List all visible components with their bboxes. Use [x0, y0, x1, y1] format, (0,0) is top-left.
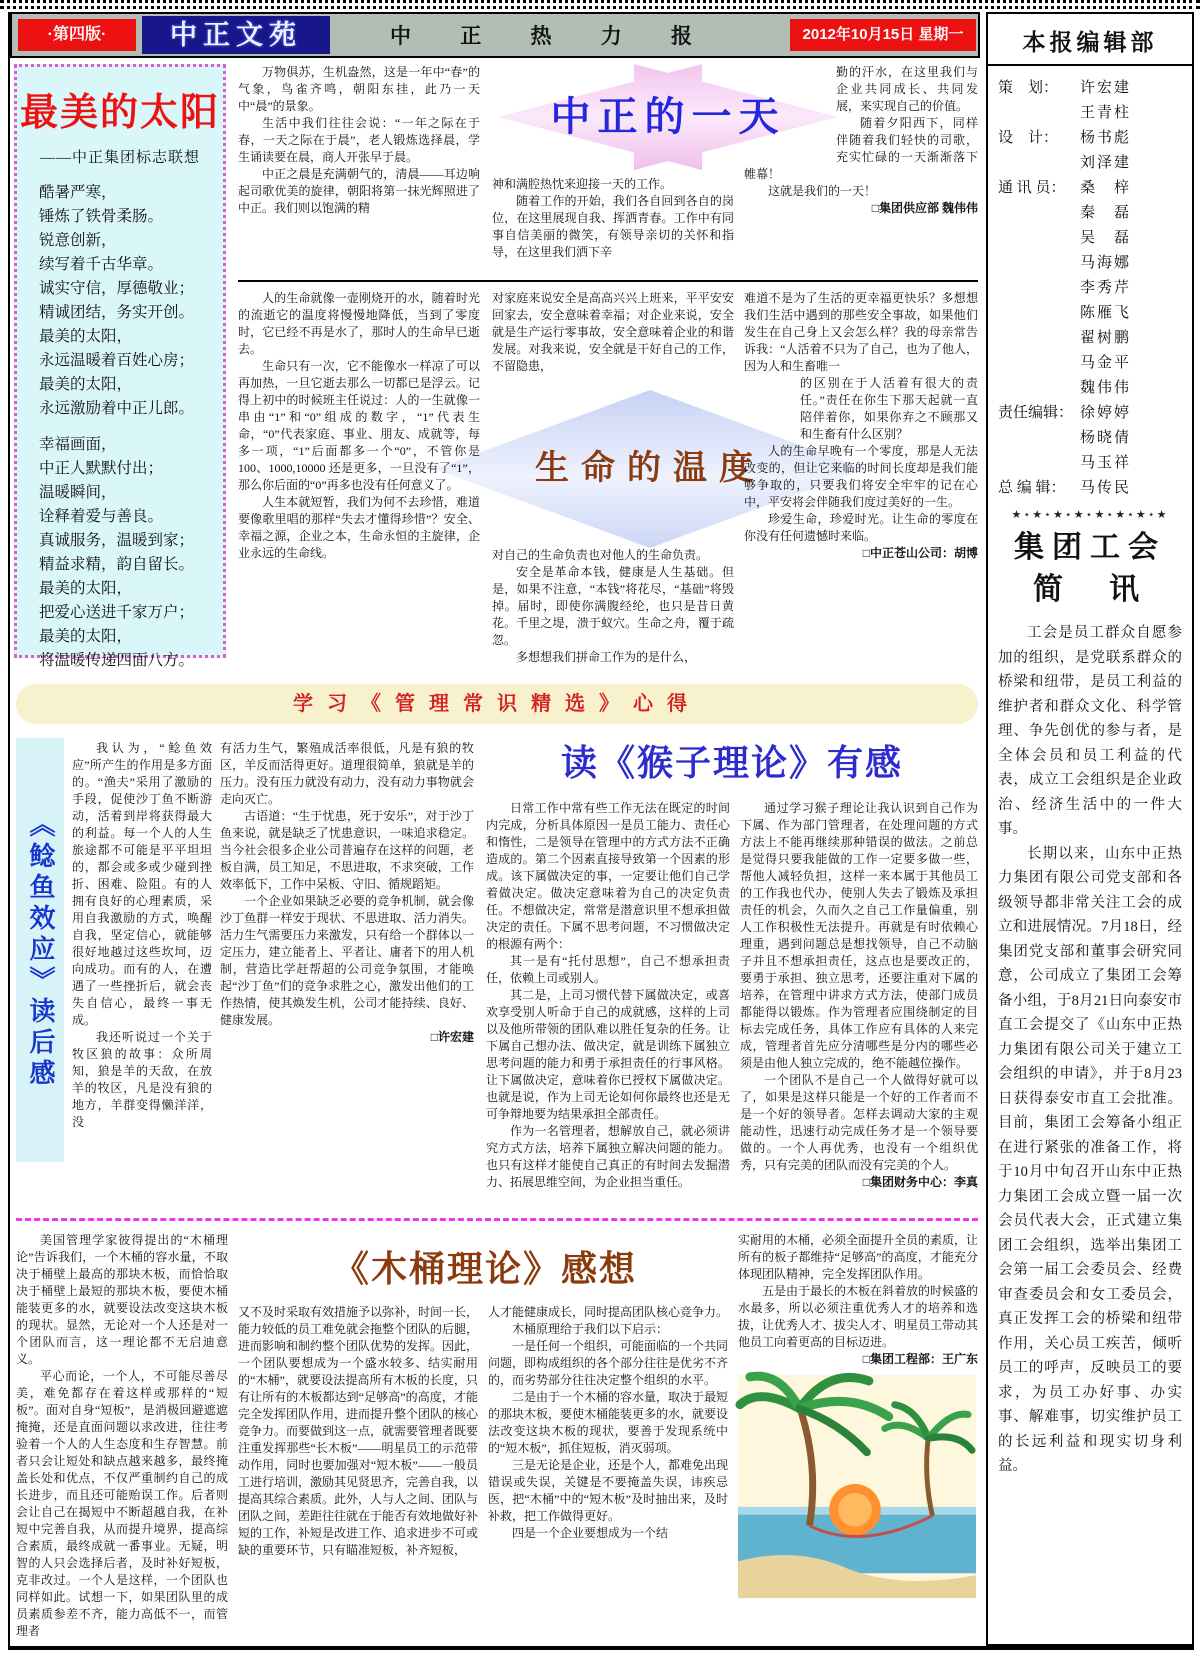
banner-wrap-spacer: [744, 64, 836, 166]
paragraph: 人才能健康成长，同时提高团队核心竞争力。: [488, 1305, 729, 1319]
paragraph: 木桶原理给于我们以下启示：: [512, 1322, 669, 1336]
monkey-article-col1: [486, 800, 730, 1212]
paragraph: 这就是我们的一天！: [768, 184, 877, 198]
paragraph: 人的生命就像一壶刚烧开的水，随着时光的流逝它的温度将慢慢地降低，当到了零度时，它已经不再是水了，那时人的生命早已逝去。: [238, 291, 480, 356]
paragraph: 安全是革命本钱，健康是人生基础。但是，如果不注意，“本钱”将花尽，“基础”将毁掉。届时，即使你满腹经纶，也只是昔日黄花。千里之堤，溃于蚁穴。生命之舟，覆于疏忽。: [492, 565, 734, 647]
staff-role: 责任编辑：: [998, 405, 1074, 421]
union-news-title-line2: 简 讯: [1033, 573, 1147, 606]
paragraph: 日常工作中常有些工作无法在既定的时间内完成，分析具体原因一是员工能力、责任心和惰性，二是领导在管理中的方式方法不正确造成的。第二个因素直接导致第一个因素的形成。该下属做决定的事，一定要让他们自己学着做决定。做决定意味着为自己的决定负责任。不想做决定，常常是潜意识里不想承担做决定的责任。下属不思考问题，不习惯做决定的根源有两个：: [486, 801, 730, 951]
poem-line: 最美的太阳，: [39, 376, 133, 393]
paragraph: 我还听说过一个关于牧区狼的故事：众所周知，狼是羊的天敌，在放羊的牧区，凡是没有狼的地方，羊群变得懒洋洋，没: [72, 1030, 212, 1129]
paragraph: 对家庭来说安全是高高兴兴上班来，平平安安回家去，安全意味着幸福；对企业来说，安全就是生产运行零事故，安全意味着企业的和谐发展。对我来说，安全就是干好自己的工作，不留隐患，: [492, 291, 734, 373]
poem-line: 永远激励着中正儿郎。: [39, 400, 195, 417]
staff-name: 杨晓倩: [1080, 430, 1132, 446]
staff-name: 吴 磊: [1080, 230, 1132, 246]
staff-role: [998, 101, 1080, 126]
paragraph: 一个团队不是自己一个人做得好就可以了，如果是这样只能是一个好的工作者而不是一个好的领导者。怎样去调动大家的主观能动性，迅速行动完成任务才是一个领导要做的。一个人再优秀，也没有一个组织优秀，只有完美的团队而没有完美的个人。: [740, 1073, 978, 1172]
staff-name: 秦 磊: [1080, 205, 1132, 221]
staff-name: 桑 梓: [1080, 180, 1132, 196]
paragraph: 对自己的生命负责也对他人的生命负责。: [492, 548, 709, 562]
poem-line: 诠释着爱与善良。: [39, 508, 164, 525]
catfish-article-byline: □许宏建: [430, 1030, 474, 1044]
bucket-article-col2: [238, 1232, 478, 1640]
staff-row: [998, 251, 1184, 276]
paragraph: 我认为，“鲶鱼效应”所产生的作用是多方面的。“渔夫”采用了激励的手段，促使沙丁鱼不断游动，活着到岸将获得最大的利益。每一个人的人生旅途都不可能是平平坦坦的，都会或多或少碰到挫折、困难、险阻。有的人拥有良好的心理素质，采用自我激励的方式，唤醒自我，坚定信心，就能够很好地越过这些坎坷，迈向成功。而有的人，在遭遇了一些挫折后，就会丧失自信心，最终一事无成。: [72, 741, 212, 1027]
staff-name: 杨书彪: [1080, 130, 1132, 146]
staff-row: [998, 301, 1184, 326]
paragraph: 随着夕阳西下，同样伴随着我们轻快的司歌，充实忙碌的一天渐渐落下帷幕！: [744, 116, 978, 181]
staff-role: [998, 351, 1080, 376]
paragraph: 的区别在于人活着有很大的责任。”责任在你生下那天起就一直陪伴着你，如果你弃之不顾那又和生畜有什么区别？: [800, 376, 978, 441]
poem-title: 最美的太阳: [19, 92, 220, 134]
staff-row: [998, 226, 1184, 251]
paragraph: 珍爱生命，珍爱时光。让生命的零度在你没有任何遗憾时来临。: [744, 512, 978, 543]
paragraph: 五是由于最长的木板在斜着放的时候盛的水最多，所以必须注重优秀人才的培养和选拔，让优秀人才、拔尖人才、明星员工带动其他员工向着更高的目标迈进。: [738, 1284, 979, 1349]
paragraph: 生命只有一次，它不能像水一样凉了可以再加热，一旦它逝去那么一切都已是浮云。记得上初中的时候班主任说过：人的一生就像一串由“1”和“0”组成的数字，“1”代表生命，“0”代表家庭、事业、朋友、成就等，每多一项，“1”后面都多一个“0”，不管你是 100、1000,10000 还是更多，一旦没有了“1”，那么你后面的“0”再多也没有任何意义了。: [238, 359, 480, 492]
staff-role: [998, 276, 1080, 301]
poem-line: 精诚团结，务实开创。: [39, 304, 195, 321]
paragraph: 作为一名管理者，想解放自己，就必须讲究方式方法，培养下属独立解决问题的能力。也只有这样才能使自己真正的有时间去发掘潜力、拓展思维空间，为企业担当重任。: [486, 1124, 730, 1189]
staff-row: [998, 351, 1184, 376]
poem-line: 最美的太阳，: [39, 580, 133, 597]
paragraph: 古语道：“生于忧患，死于安乐”，对于沙丁鱼来说，就是缺乏了忧患意识，一味追求稳定。当今社会很多企业公司普遍存在这样的问题，老板自满，员工知足，不思进取，不求突破，工作效率低下，工作中呆板、守旧、循规蹈矩。: [220, 809, 474, 891]
sidebar: [986, 12, 1194, 1646]
staff-role: [998, 326, 1080, 351]
poem-line: 温暖瞬间，: [39, 484, 117, 501]
poem-line: 锤炼了铁骨柔肠。: [39, 208, 164, 225]
staff-row: [998, 201, 1184, 226]
section-divider-rule: [238, 280, 978, 282]
paragraph: 美国管理学家彼得提出的“木桶理论”告诉我们，一个木桶的容水量，不取决于桶壁上最高的那块木板，而恰恰取决于桶壁上最短的那块木板，要使木桶能装更多的水，就要设法改变这块木板的现状。显然，无论对一个人还是对一个团队而言，这一理论都不无启迪意义。: [16, 1233, 228, 1366]
staff-row: [998, 326, 1184, 351]
staff-role: [998, 301, 1080, 326]
paragraph: 其一是有“托付思想”，自己不想承担责任，依赖上司或别人。: [486, 954, 730, 985]
paragraph: 又不及时采取有效措施予以弥补，时间一长，能力较低的员工难免就会拖整个团队的后腿，进而影响和制约整个团队优势的发挥。因此，一个团队要想成为一个盛水较多、结实耐用的“木桶”，就要设法提高所有木板的长度，只有让所有的木板都达到“足够高”的高度，才能完全发挥团队作用，进而提升整个团队的核心竞争力。而要做到这一点，就需要管理者既要注重发挥那些“长木板”——明星员工的示范带动作用，同时也要加强对“短木板”——一般员工进行培训，激励其见贤思齐，完善自我，以提高其综合素质。此外，人与人之间、团队与团队之间，差距往往就在于能否有效地做好补短的工作，补短是改进工作、追求进步不可或缺的重要环节，只有瞄准短板，补齐短板，: [238, 1305, 479, 1557]
temperature-article-title: 生命的温度: [535, 450, 765, 487]
paragraph: 通过学习猴子理论让我认识到自己作为下属、作为部门管理者，在处理问题的方式方法上不能再继续那种错误的做法。之前总是觉得只要我能做的工作一定要多做一些，帮他人减轻负担，这样一来本属于其他员工的工作我也代办，使别人失去了锻炼及承担责任的机会，久而久之自己工作量偏重，别人工作积极性无法提升。再就是有时依赖心理重，遇到问题总是想找领导，自己不动脑子并且不想承担责任，这点也是要改正的，要勇于承担、独立思考，还要注重对下属的培养，在管理中讲求方式方法，使部门成员都能得以锻炼。作为管理者应围绕制定的目标去完成任务，具体工作应有具体的人来完成，管理者首先应分清哪些是分内的哪些必须是由他人独立完成的，绝不能越位操作。: [740, 801, 978, 1070]
bucket-article-byline: □集团工程部：王广东: [862, 1352, 978, 1366]
beach-illustration: [738, 1374, 976, 1599]
staff-role: [998, 151, 1080, 176]
staff-row: [998, 101, 1184, 126]
staff-name: 徐婷婷: [1080, 405, 1132, 421]
catfish-article-title: 《鲶鱼效应》读后感: [16, 738, 64, 1162]
paragraph: 四是一个企业要想成为一个结: [512, 1526, 669, 1540]
page-top-rule: [0, 0, 1200, 9]
union-news-body: [988, 621, 1192, 1479]
poem-line: 把爱心送进千家万户；: [39, 604, 195, 621]
staff-name: 李秀芹: [1080, 280, 1132, 296]
staff-name: 马海娜: [1080, 255, 1132, 271]
union-news-title: [988, 527, 1192, 611]
page-bottom-rule: [8, 1646, 1194, 1650]
staff-role: [998, 426, 1080, 451]
staff-row: [998, 126, 1184, 151]
union-news-title-line1: 集团工会: [1014, 531, 1166, 564]
staff-name: 翟树鹏: [1080, 330, 1132, 346]
staff-row: [998, 451, 1184, 476]
page-header: [10, 12, 980, 58]
day-article-byline: □集团供应部 魏伟伟: [871, 201, 978, 215]
poem-line: 精益求精，韵自留长。: [39, 556, 195, 573]
temperature-article-col3: [744, 290, 978, 672]
staff-role: [998, 201, 1080, 226]
poem-line: 中正人默默付出；: [39, 460, 164, 477]
staff-row: [998, 276, 1184, 301]
editorial-box-title: 本报编辑部: [988, 14, 1192, 66]
paragraph: 工会是员工群众自愿参加的组织，是党联系群众的桥梁和纽带，是员工利益的维护者和群众文化、科学管理、争先创优的参与者，是全体会员和员工利益的代表，成立工会组织是企业政治、经济生活中的一件大事。: [998, 625, 1182, 837]
staff-role: 策 划：: [998, 80, 1059, 96]
staff-row: [998, 401, 1184, 426]
diamond-wrap-spacer: [492, 375, 734, 547]
newspaper-name: 中 正 热 力 报: [390, 24, 714, 48]
staff-row: [998, 176, 1184, 201]
poem-line: 酷暑严寒，: [39, 184, 117, 201]
temperature-article-col2: [492, 290, 734, 672]
monkey-article-byline: □集团财务中心：李真: [862, 1175, 978, 1189]
paragraph: 随着工作的开始，我们各自回到各自的岗位，在这里展现自我、挥洒青春。工作中有同事自信美丽的微笑，有领导亲切的关怀和指导，在这里我们洒下辛: [492, 194, 734, 259]
day-article-col1: [238, 64, 480, 278]
paragraph: 生活中我们往往会说：“一年之际在于春，一天之际在于晨”，老人锻炼选择晨，学生诵读要在晨，商人开张早于晨。: [238, 116, 480, 164]
staff-name: 马金平: [1080, 355, 1132, 371]
poem-line: 真诚服务，温暖到家；: [39, 532, 195, 549]
paragraph: 神和满腔热忱来迎接一天的工作。: [492, 177, 673, 191]
monkey-article-col2: [740, 800, 978, 1212]
catfish-article-col1: [72, 740, 212, 1210]
staff-role: [998, 226, 1080, 251]
paragraph: 有活力生气，繁殖成活率很低，凡是有狼的牧区，羊反而活得更好。道理很简单，狼就是羊的压力。没有压力就没有动力，没有动力事物就会走向灭亡。: [220, 741, 474, 806]
day-article-col3: [744, 64, 978, 278]
page-left-rule: [8, 12, 10, 1646]
staff-role: [998, 376, 1080, 401]
catfish-article-col2: [220, 740, 474, 1210]
poem-line: 永远温暖着百姓心房；: [39, 352, 195, 369]
star-divider: ★⋆★⋆★⋆★⋆★⋆★⋆★⋆★: [1011, 509, 1169, 521]
staff-name: 马传民: [1080, 480, 1132, 496]
paragraph: 人的生命早晚有一个零度，那是人无法改变的，但让它来临的时间长度却是我们能够争取的，只要我们将安全牢牢的记在心中，平安将会伴随我们度过美好的一生。: [744, 444, 978, 509]
temperature-article-byline: □中正苍山公司：胡博: [862, 546, 978, 560]
paragraph: 万物俱苏，生机盎然，这是一年中“春”的气象，鸟雀齐鸣，朝阳东挂，此乃一天中“晨”的景象。: [238, 65, 480, 113]
paragraph: 二是由于一个木桶的容水量，取决于最短的那块木板，要使木桶能装更多的水，就要设法改变这块木板的现状，要善于发现系统中的“短木板”，抓住短板，消灭弱项。: [488, 1390, 729, 1455]
study-section-banner: 学习《管理常识精选》心得: [16, 684, 978, 724]
editorial-staff-list: [988, 66, 1192, 505]
poem-subtitle: ——中正集团标志联想: [39, 150, 200, 166]
poem-line: 幸福画面，: [39, 436, 117, 453]
staff-row: [998, 376, 1184, 401]
paragraph: 其二是，上司习惯代替下属做决定，或喜欢享受别人听命于自己的成就感，这样的上司以及他所带领的团队难以胜任复杂的任务。让下属自己想办法、做决定，就是训练下属独立思考问题的能力和勇于承担责任的行事风格。让下属做决定，意味着你已授权下属做决定。也就是说，作为上司无论如何你最终也还是无可争辩地要为结果承担全部责任。: [486, 988, 730, 1121]
staff-role: 总 编 辑：: [998, 480, 1066, 496]
staff-name: 马玉祥: [1080, 455, 1132, 471]
paragraph: 一个企业如果缺乏必要的竞争机制，就会像沙丁鱼群一样安于现状、不思进取、活力消失。活力生气需要压力来激发，只有给一个群体以一定压力，建立能者上、平者让、庸者下的用人机制，营造比学赶帮超的公司竞争氛围，才能唤起“沙丁鱼”们的竞争求胜之心，激发出他们的工作热情，使其焕发生机，公司才能持续、良好、健康发展。: [220, 894, 474, 1027]
temperature-article-col1: [238, 290, 480, 672]
staff-role: [998, 451, 1080, 476]
staff-role: 设 计：: [998, 130, 1059, 146]
poem-line: 将温暖传递四面八方。: [39, 652, 195, 669]
staff-name: 陈雁飞: [1080, 305, 1132, 321]
monkey-article-title: 读《猴子理论》有感: [560, 743, 903, 783]
poem-line: 诚实守信，厚德敬业；: [39, 280, 195, 297]
paragraph: 三是无论是企业，还是个人，都难免出现错误或失误，关键是不要掩盖失误，讳疾忌医，把“木桶”中的“短木板”及时抽出来，及时补救，把工作做得更好。: [488, 1458, 729, 1523]
masthead-title: 中正文苑: [142, 16, 330, 54]
day-article-col2: [492, 64, 734, 278]
staff-name: 许宏建: [1080, 80, 1132, 96]
bucket-article-title: 《木桶理论》感想: [332, 1249, 637, 1289]
paragraph: 难道不是为了生活的更幸福更快乐？多想想我们生活中遇到的那些安全事故，如果他们发生在自己身上又会怎么样？我的母亲常告诉我：“人活着不只为了自己，也为了他人，因为人和生畜唯一: [744, 291, 978, 373]
staff-row: [998, 426, 1184, 451]
issue-date: 2012年10月15日 星期一: [790, 19, 976, 51]
staff-role: 通 讯 员：: [998, 180, 1066, 196]
staff-name: 刘泽建: [1080, 155, 1132, 171]
edition-label: ·第四版·: [18, 19, 136, 51]
staff-row: [998, 476, 1184, 501]
poem-line: 最美的太阳，: [39, 328, 133, 345]
staff-name: 魏伟伟: [1080, 380, 1132, 396]
bucket-article-col4: [738, 1232, 978, 1644]
paragraph: 长期以来，山东中正热力集团有限公司党支部和各级领导都非常关注工会的成立和进展情况。7月18日，经集团党支部和董事会研究同意，公司成立了集团工会筹备小组，于8月21日向泰安市直工会提交了《山东中正热力集团有限公司关于建立工会组织的申请》，并于8月23日获得泰安市直工会批准。目前，集团工会筹备小组正在进行紧张的准备工作，将于10月中旬召开山东中正热力集团工会成立暨一届一次会员代表大会，正式建立集团工会组织，选举出集团工会第一届工会委员会、经费审查委员会和女工委员会，真正发挥工会的桥梁和纽带作用，关心员工疾苦，倾听员工的呼声，反映员工的要求，为员工办好事、办实事、解难事，切实维护员工的长远利益和现实切身利益。: [998, 845, 1182, 1474]
staff-row: [998, 76, 1184, 101]
bucket-article-col3: [488, 1232, 728, 1640]
paragraph: 多想想我们拼命工作为的是什么，: [516, 650, 697, 664]
paragraph: 人生本就短暂，我们为何不去珍惜，难道要像歌里唱的那样“失去才懂得珍惜”？安全、幸福之源，企业之本，生命永恒的主旋律，企业永远的生命线。: [238, 495, 480, 560]
paragraph: 实耐用的木桶，必须全面提升全员的素质，让所有的板子都维持“足够高”的高度，才能充分体现团队精神，完全发挥团队作用。: [738, 1233, 979, 1281]
poem-line: 续写着千古华章。: [39, 256, 164, 273]
paragraph: 平心而论，一个人，不可能尽善尽美，难免都存在着这样或那样的“短板”。面对自身“短板”，是消极回避遮遮掩掩，还是直面问题以求改进，往往考验着一个人的人生态度和生存智慧。前者只会让短处和缺点越来越多，最终掩盖长处和优点，不仅严重制约自己的成长进步，而且还可能贻误工作。后者则会让自己在揭短中不断超越自我，在补短中完善自我，从而提升境界，提高综合素质，最终成就一番事业。无疑，明智的人只会选择后者，及时补好短板，克非改过。一个人是这样，一个团队也同样如此。试想一下，如果团队里的成员素质参差不齐，能力高低不一，而管理者: [16, 1369, 228, 1638]
pink-dashed-divider: [16, 1218, 978, 1221]
day-article-title: 中正的一天: [550, 94, 786, 139]
staff-role: [998, 251, 1080, 276]
paragraph: 中正之晨是充满朝气的，清晨——耳边响起司歌优美的旋律，朝阳将第一抹光辉照进了中正。我们则以饱满的精: [238, 167, 480, 215]
paragraph: 一是任何一个组织，可能面临的一个共同问题，即构成组织的各个部分往往是优劣不齐的，而劣势部分往往决定整个组织的水平。: [488, 1339, 729, 1387]
poem-body: [17, 181, 223, 673]
staff-name: 王青柱: [1080, 105, 1132, 121]
article-sun-poem: [14, 64, 226, 669]
paragraph: 勤的汗水，在这里我们与企业共同成长、共同发展，来实现自己的价值。: [836, 65, 978, 113]
bucket-article-col1: [16, 1232, 228, 1640]
poem-line: 最美的太阳，: [39, 628, 133, 645]
staff-row: [998, 151, 1184, 176]
poem-line: 锐意创新，: [39, 232, 117, 249]
